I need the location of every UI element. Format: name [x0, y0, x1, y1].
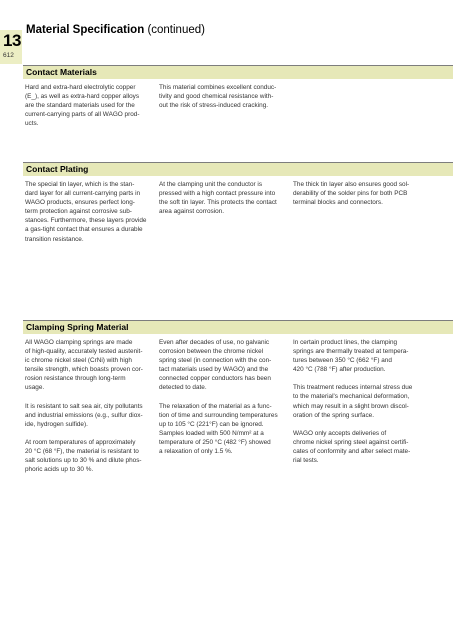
paragraph: The thick tin layer also ensures good sol- derability of the solder pins for both PCB terminal blocks and connectors. [293, 181, 410, 207]
clamping-spring-column-1 [25, 338, 152, 474]
section-header-contact-materials [23, 65, 453, 79]
paragraph: The relaxation of the material as a func- tion of time and surrounding temperatures up to 105 °C (221°F) can be ignored. Samples loaded with 500 N/mm² at a temperature of 250 °C (482 °F) showed a relaxation of only 1.5 %. [159, 402, 278, 456]
paragraph: WAGO only accepts deliveries of chrome nickel spring steel against certifi- cates of conformity and after select mate- rial tests. [293, 429, 411, 465]
section-header-contact-plating [23, 162, 453, 176]
paragraph: This material combines excellent conduc- tivity and good chemical resistance with- out the risk of stress-induced cracking. [159, 84, 277, 110]
section-heading: Contact Materials [26, 67, 97, 77]
paragraph: It is resistant to salt sea air, city pollutants and industrial emissions (e.g., sulfur diox- ide, hydrogen sulfide). [25, 402, 143, 428]
contact-materials-column-1 [25, 83, 152, 128]
clamping-spring-column-2 [159, 338, 286, 456]
contact-plating-column-2 [159, 180, 286, 216]
section-heading: Clamping Spring Material [26, 322, 129, 332]
paragraph: This treatment reduces internal stress due to the material's mechanical deformation, which may result in a slight brown discol- oration of the spring surface. [293, 384, 413, 419]
paragraph: In certain product lines, the clamping springs are thermally treated at tempera- tures between 350 °C (662 °F) and 420 °C (788 °F) after production. [293, 339, 409, 374]
contact-plating-column-3 [293, 180, 420, 207]
chapter-number: 13 [3, 31, 21, 50]
paragraph: The special tin layer, which is the stan- dard layer for all current-carrying parts in WAGO products, ensures perfect long- term protection against corrosive sub- stances. Furthermore, these layers provide a gas-tight contact that ensures a durable transition resistance. [25, 181, 147, 243]
page-title-sub: (continued) [147, 24, 205, 36]
page-number: 612 [3, 52, 14, 59]
paragraph: Even after decades of use, no galvanic corrosion between the chrome nickel spring steel (in connection with the con- tact materials used by WAGO) and the connected copper conductors has been detected to date. [159, 339, 272, 392]
contact-materials-column-2 [159, 83, 286, 110]
page-title [26, 24, 205, 36]
clamping-spring-column-3 [293, 338, 420, 465]
contact-plating-column-1 [25, 180, 152, 244]
paragraph: Hard and extra-hard electrolytic copper (E_), as well as extra-hard copper alloys are the standard materials used for the current-carrying parts of all WAGO prod- ucts. [25, 84, 140, 128]
paragraph: At the clamping unit the conductor is pressed with a high contact pressure into the soft tin layer. This protects the contact area against corrosion. [159, 181, 277, 216]
paragraph: All WAGO clamping springs are made of high-quality, accurately tested austenit- ic chrome nickel steel (CrNi) with high tensile strength, which boasts proven cor- rosion resistance through long-term usage. [25, 339, 143, 392]
paragraph: At room temperatures of approximately 20 °C (68 °F), the material is resistant to salt solutions up to 30 % and dilute phos- phoric acids up to 30 %. [25, 438, 142, 474]
section-header-clamping-spring-material [23, 320, 453, 334]
page-title-main: Material Specification [26, 24, 145, 36]
section-heading: Contact Plating [26, 164, 89, 174]
